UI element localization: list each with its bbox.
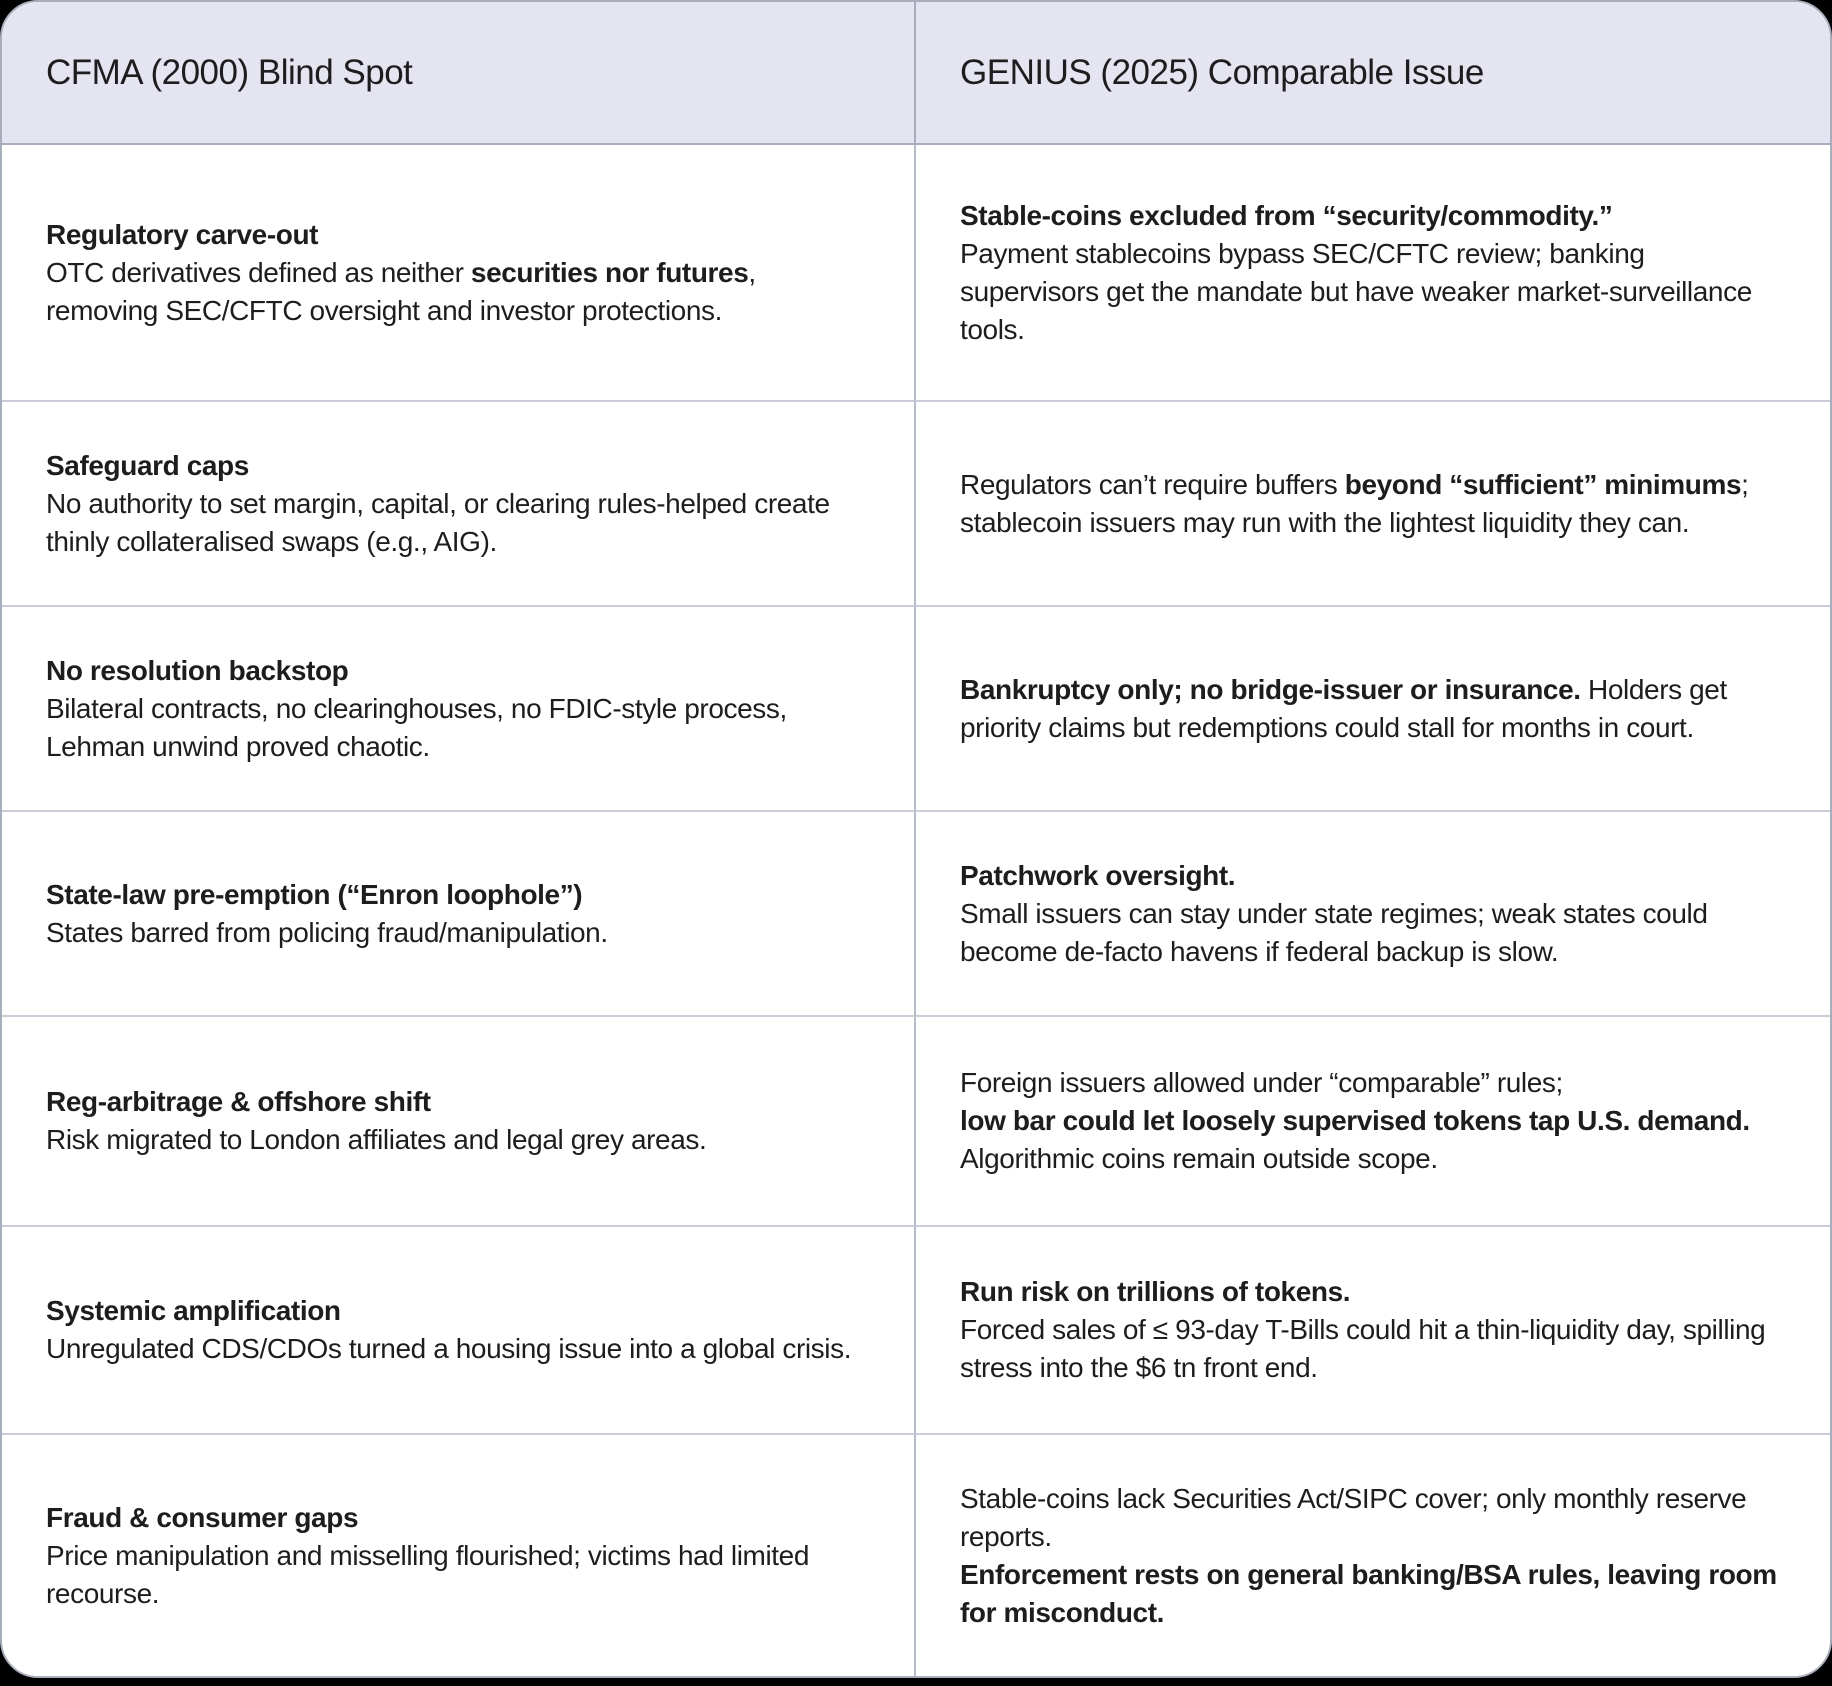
cell-bankruptcy-only: Bankruptcy only; no bridge-issuer or insurance. Holders get priority claims but redemptions could stall for months in court. [916,607,1830,812]
column-header-genius: GENIUS (2025) Comparable Issue [916,2,1830,145]
cell-state-law-preemption: State-law pre-emption (“Enron loophole”) States barred from policing fraud/manipulation. [2,812,916,1017]
column-header-cfma: CFMA (2000) Blind Spot [2,2,916,145]
cell-run-risk: Run risk on trillions of tokens. Forced sales of ≤ 93-day T-Bills could hit a thin-liquidity day, spilling stress into the $6 tn front end. [916,1227,1830,1435]
cell-no-resolution-backstop: No resolution backstop Bilateral contracts, no clearinghouses, no FDIC-style process, Lehman unwind proved chaotic. [2,607,916,812]
cell-regulatory-carve-out: Regulatory carve-out OTC derivatives defined as neither securities nor futures, removing SEC/CFTC oversight and investor protections. [2,145,916,402]
cell-patchwork-oversight: Patchwork oversight. Small issuers can stay under state regimes; weak states could become de-facto havens if federal backup is slow. [916,812,1830,1017]
cell-systemic-amplification: Systemic amplification Unregulated CDS/CDOs turned a housing issue into a global crisis. [2,1227,916,1435]
cell-fraud-consumer-gaps: Fraud & consumer gaps Price manipulation and misselling flourished; victims had limited recourse. [2,1435,916,1676]
cell-sufficient-minimums: Regulators can’t require buffers beyond “sufficient” minimums; stablecoin issuers may run with the lightest liquidity they can. [916,402,1830,607]
cell-stablecoins-excluded: Stable-coins excluded from “security/commodity.” Payment stablecoins bypass SEC/CFTC review; banking supervisors get the mandate but have weaker market-surveillance tools. [916,145,1830,402]
cell-foreign-issuers: Foreign issuers allowed under “comparable” rules; low bar could let loosely supervised tokens tap U.S. demand. Algorithmic coins remain outside scope. [916,1017,1830,1227]
cell-reg-arbitrage: Reg-arbitrage & offshore shift Risk migrated to London affiliates and legal grey areas. [2,1017,916,1227]
cell-enforcement-gaps: Stable-coins lack Securities Act/SIPC cover; only monthly reserve reports. Enforcement rests on general banking/BSA rules, leaving room for misconduct. [916,1435,1830,1676]
cell-safeguard-caps: Safeguard caps No authority to set margin, capital, or clearing rules-helped create thinly collateralised swaps (e.g., AIG). [2,402,916,607]
